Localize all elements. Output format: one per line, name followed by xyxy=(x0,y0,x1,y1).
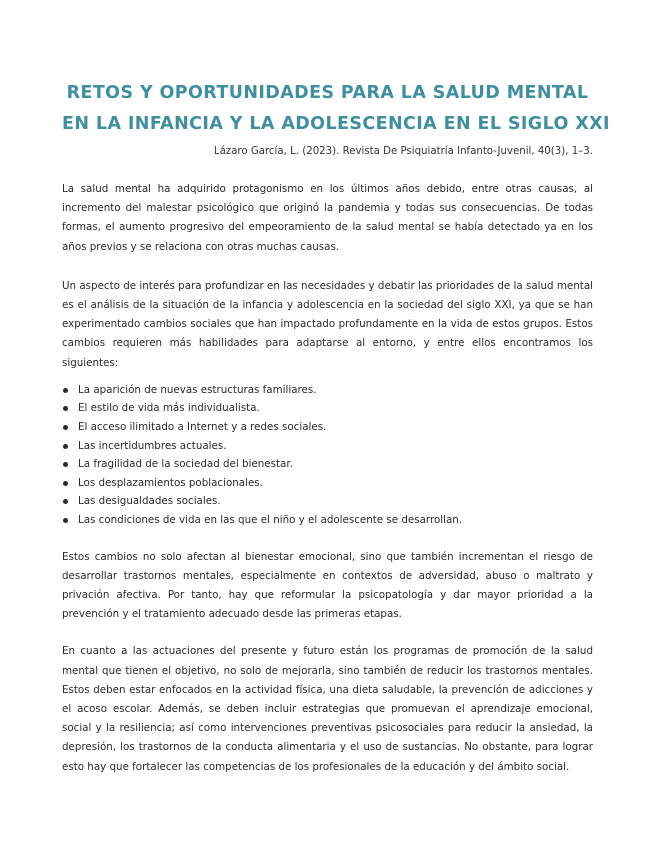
list-item xyxy=(62,399,593,418)
bullet-list xyxy=(62,381,593,530)
bullet-icon xyxy=(63,499,68,504)
list-item-text: Las condiciones de vida en las que el niño y el adolescente se desarrollan. xyxy=(78,513,463,526)
paragraph-1: La salud mental ha adquirido protagonismo en los últimos años debido, entre otras causas, al incremento del malestar psicológico que originó la pandemia y todas sus consecuencias. De todas formas, el aumento progresivo del empeoramiento de la salud mental se había detectado ya en los años previos y se relaciona con otras muchas causas. xyxy=(62,183,593,253)
list-item xyxy=(62,381,593,400)
document-title xyxy=(62,78,610,140)
list-item xyxy=(62,437,593,456)
list-item xyxy=(62,418,593,437)
paragraph-2: Un aspecto de interés para profundizar en las necesidades y debatir las prioridades de la salud mental es el análisis de la situación de la infancia y adolescencia en la sociedad del siglo XXI, ya que se han experimentado cambios sociales que han impactado profundamente en la vida de estos grupos. Estos cambios requieren más habilidades para adaptarse al entorno, y entre ellos encontramos los siguientes: xyxy=(62,279,593,369)
list-item xyxy=(62,474,593,493)
paragraph-4: En cuanto a las actuaciones del presente y futuro están los programas de promoción de la salud mental que tienen el objetivo, no solo de mejorarla, sino también de reducir los trastornos mentales. Estos deben estar enfocados en la actividad física, una dieta saludable, la prevención de adicciones y el acoso escolar. Además, se deben incluir estrategias que promuevan el aprendizaje emocional, social y la resiliencia; así como intervenciones preventivas psicosociales para reducir la ansiedad, la depresión, los trastornos de la conducta alimentaria y el uso de sustancias. No obstante, para lograr esto hay que fortalecer las competencias de los profesionales de la educación y del ámbito social. xyxy=(62,645,593,773)
list-item-text: Las incertidumbres actuales. xyxy=(78,439,227,452)
bullet-icon xyxy=(63,481,68,486)
list-item xyxy=(62,511,593,530)
title-line-2: EN LA INFANCIA Y LA ADOLESCENCIA EN EL SIGLO XXI xyxy=(62,114,610,134)
bullet-icon xyxy=(63,406,68,411)
list-item xyxy=(62,492,593,511)
bullet-icon xyxy=(63,518,68,523)
bullet-icon xyxy=(63,425,68,430)
bullet-icon xyxy=(63,462,68,467)
list-item-text: Los desplazamientos poblacionales. xyxy=(78,476,263,489)
citation: Lázaro García, L. (2023). Revista De Psiquiatría Infanto-Juvenil, 40(3), 1–3. xyxy=(213,146,593,157)
list-item-text: El acceso ilimitado a Internet y a redes sociales. xyxy=(78,421,327,434)
list-item-text: El estilo de vida más individualista. xyxy=(78,402,260,415)
bullet-icon xyxy=(63,388,68,393)
list-item-text: La aparición de nuevas estructuras familiares. xyxy=(78,383,317,396)
list-item-text: Las desigualdades sociales. xyxy=(78,495,221,508)
list-item xyxy=(62,455,593,474)
list-item-text: La fragilidad de la sociedad del bienestar. xyxy=(78,458,293,471)
paragraph-3: Estos cambios no solo afectan al bienestar emocional, sino que también incrementan el riesgo de desarrollar trastornos mentales, especialmente en contextos de adversidad, abuso o maltrato y privación afectiva. Por tanto, hay que reformular la psicopatología y dar mayor prioridad a la prevención y el tratamiento adecuado desde las primeras etapas. xyxy=(62,550,593,621)
bullet-icon xyxy=(63,444,68,449)
title-line-1: RETOS Y OPORTUNIDADES PARA LA SALUD MENTAL xyxy=(66,83,589,103)
